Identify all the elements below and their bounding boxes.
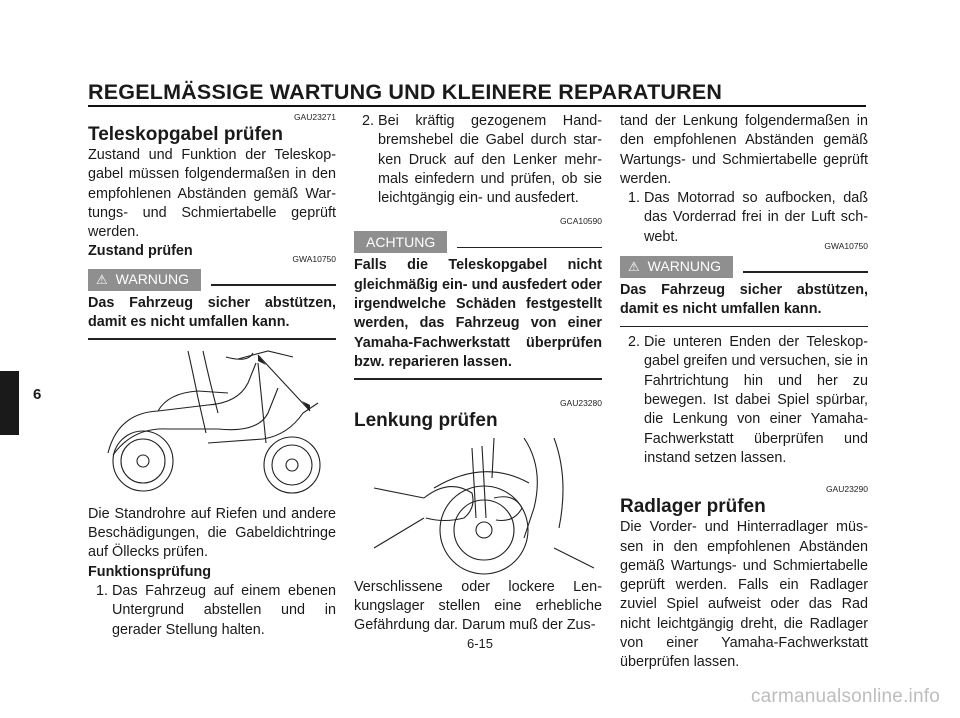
caution-text: Falls die Teleskopgabel nicht gleichmäßig ein- und ausfedert oder irgendwelche Schäden festgestellt werden, das Fahrzeug von einer Yamaha-Fachwerkstatt überprüfen bzw. reparieren lassen. — [354, 257, 602, 370]
warning-rule — [211, 284, 336, 286]
subheading-zustand: Zustand prüfen — [88, 243, 193, 260]
warning-code: GWA10750 — [292, 253, 336, 264]
step-1 — [620, 189, 868, 247]
subheading-funktion: Funktionsprüfung — [88, 563, 212, 580]
warning-end-rule — [88, 338, 336, 340]
heading-radlager: Radlager prüfen — [620, 496, 766, 518]
warning-triangle-icon: ⚠ — [628, 259, 640, 275]
warning-rule — [743, 271, 868, 273]
ref-code: GAU23280 — [559, 397, 602, 408]
column-3 — [620, 112, 868, 673]
step-text: Die unteren Enden der Teleskopgabel greifen und versuchen, sie in Fahrtrichtung hin und her zu bewegen. Ist dabei Spiel spürbar, die Lenkung von einer Yamaha-Fachwerkstatt überprüfen und instand setzen lassen. — [644, 334, 868, 466]
steering-figure — [354, 438, 602, 578]
steering-continued-paragraph: tand der Lenkung folgendermaßen in den empfohlenen Abständen gemäß Wartungs- und Schmiertabelle geprüft werden. — [620, 113, 868, 187]
step-text: Bei kräftig gezogenem Handbremshebel die Gabel durch starken Druck auf den Lenker mehrmals einfedern und prüfen, ob sie leichtgängig ein- und ausfedert. — [378, 113, 602, 207]
wheel-bearing-paragraph: Die Vorder- und Hinterradlager müssen in den empfohlenen Abständen gemäß Wartungs- und Schmiertabelle geprüft werden. Falls ein Radlager zuviel Spiel aufweist oder das Rad nicht leichtgängig dreht, die Radlager von einer Yamaha-Fachwerkstatt überprüfen lassen. — [620, 519, 868, 671]
step-text: Das Fahrzeug auf einem ebenen Untergrund abstellen und in gerader Stellung halten. — [112, 583, 336, 638]
chapter-number: 6 — [33, 386, 42, 403]
page-number: 6-15 — [466, 636, 494, 651]
heading-lenkung: Lenkung prüfen — [354, 409, 498, 431]
warning-badge-row — [88, 268, 336, 292]
watermark: carmanualsonline.info — [750, 686, 940, 707]
warning-badge — [88, 269, 201, 291]
caution-label: ACHTUNG — [366, 233, 436, 250]
warning-label: WARNUNG — [115, 271, 190, 288]
column-2 — [354, 112, 602, 636]
header-rule — [88, 105, 866, 107]
warning-code: GWA10750 — [824, 241, 868, 252]
step-2 — [620, 333, 868, 468]
column-1 — [88, 112, 336, 640]
warning-text: Das Fahrzeug sicher abstützen, damit es nicht umfallen kann. — [88, 294, 336, 331]
steering-paragraph: Verschlissene oder lockere Lenkungslager stellen eine erhebliche Gefährdung dar. Darum muß der Zus- — [354, 578, 602, 634]
caution-rule — [457, 247, 602, 249]
caution-badge — [354, 231, 447, 253]
chapter-tab — [0, 371, 19, 435]
step-number: 1. — [628, 190, 641, 207]
step-2 — [354, 112, 602, 208]
page-header — [88, 80, 866, 107]
caution-badge-row — [354, 230, 602, 254]
warning-triangle-icon: ⚠ — [96, 272, 108, 288]
section-title: REGELMÄSSIGE WARTUNG UND KLEINERE REPARATUREN — [88, 80, 723, 104]
caution-end-rule — [354, 378, 602, 380]
steering-illustration — [354, 438, 602, 578]
warning-end-rule — [620, 326, 868, 328]
step-text: Das Motorrad so aufbocken, daß das Vorderrad frei in der Luft schwebt. — [644, 190, 868, 245]
heading-teleskopgabel: Teleskopgabel prüfen — [88, 124, 283, 145]
step-number: 2. — [362, 113, 375, 129]
step-number: 2. — [628, 334, 641, 351]
warning-badge-row — [620, 255, 868, 279]
intro-paragraph: Zustand und Funktion der Teleskopgabel müssen folgendermaßen in den empfohlenen Abständen gemäß Wartungs- und Schmiertabelle geprüft werden. — [88, 147, 336, 241]
caution-code: GCA10590 — [559, 216, 602, 227]
step-number: 1. — [96, 583, 109, 600]
warning-badge — [620, 256, 733, 278]
warning-text: Das Fahrzeug sicher abstützen, damit es nicht umfallen kann. — [620, 282, 868, 318]
step-1 — [88, 582, 336, 640]
ref-code: GAU23290 — [825, 484, 868, 495]
inspection-paragraph: Die Standrohre auf Riefen und andere Beschädigungen, die Gabeldichtringe auf Öllecks prüfen. — [88, 505, 336, 561]
scooter-illustration — [88, 343, 336, 505]
warning-label: WARNUNG — [647, 258, 722, 275]
ref-code: GAU23271 — [293, 112, 336, 122]
scooter-fork-figure — [88, 343, 336, 505]
